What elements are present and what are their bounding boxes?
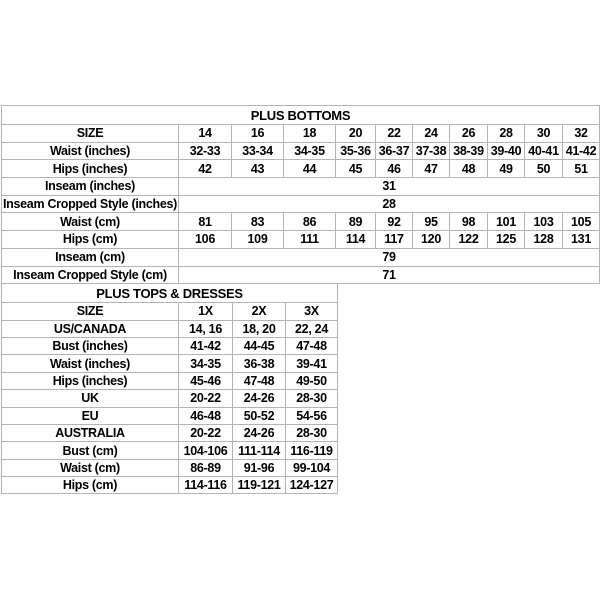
- row-label: Hips (cm): [2, 231, 179, 249]
- value-cell: 83: [232, 213, 284, 231]
- value-cell: 51: [563, 160, 600, 178]
- value-cell: 95: [413, 213, 450, 231]
- value-cell: 18: [284, 125, 336, 143]
- value-cell: 114-116: [179, 477, 233, 494]
- value-cell: 105: [563, 213, 600, 231]
- value-cell: 44: [284, 160, 336, 178]
- value-cell: 35-36: [336, 142, 376, 160]
- value-cell: 111-114: [233, 442, 286, 459]
- value-cell: 122: [450, 231, 488, 249]
- table-row: [2, 424, 338, 441]
- value-cell: 41-42: [563, 142, 600, 160]
- value-cell: 101: [488, 213, 525, 231]
- plus-bottoms-table: [1, 105, 600, 284]
- table-row: [2, 195, 600, 213]
- value-cell: 34-35: [179, 355, 233, 372]
- value-cell: 54-56: [286, 407, 338, 424]
- table-row: [2, 266, 600, 284]
- table-row: [2, 160, 600, 178]
- value-cell: 43: [232, 160, 284, 178]
- value-cell: 42: [179, 160, 232, 178]
- row-label: Hips (cm): [2, 477, 179, 494]
- table-title-row: [2, 106, 600, 125]
- value-cell: 40-41: [525, 142, 563, 160]
- value-cell: 46: [376, 160, 413, 178]
- value-cell: 125: [488, 231, 525, 249]
- value-cell: 36-37: [376, 142, 413, 160]
- value-cell: 120: [413, 231, 450, 249]
- table-row: [2, 337, 338, 354]
- row-label: EU: [2, 407, 179, 424]
- value-cell: 39-41: [286, 355, 338, 372]
- value-cell: 86: [284, 213, 336, 231]
- value-cell: 109: [232, 231, 284, 249]
- value-cell: 124-127: [286, 477, 338, 494]
- value-cell: 24-26: [233, 390, 286, 407]
- value-cell: 22: [376, 125, 413, 143]
- value-cell: 36-38: [233, 355, 286, 372]
- table-row: [2, 320, 338, 337]
- row-label: AUSTRALIA: [2, 424, 179, 441]
- value-cell: 111: [284, 231, 336, 249]
- value-cell: 49-50: [286, 372, 338, 389]
- table-row: [2, 459, 338, 476]
- value-cell: 104-106: [179, 442, 233, 459]
- value-cell: 26: [450, 125, 488, 143]
- merged-value-cell: 79: [179, 248, 600, 266]
- value-cell: 16: [232, 125, 284, 143]
- value-cell: 91-96: [233, 459, 286, 476]
- row-label: Inseam (inches): [2, 178, 179, 196]
- row-label: SIZE: [2, 303, 179, 320]
- table-row: [2, 178, 600, 196]
- row-label: Waist (cm): [2, 213, 179, 231]
- value-cell: 49: [488, 160, 525, 178]
- value-cell: 50-52: [233, 407, 286, 424]
- row-label: Inseam Cropped Style (cm): [2, 266, 179, 284]
- value-cell: 34-35: [284, 142, 336, 160]
- value-cell: 114: [336, 231, 376, 249]
- table-row: [2, 442, 338, 459]
- value-cell: 14, 16: [179, 320, 233, 337]
- value-cell: 46-48: [179, 407, 233, 424]
- table-row: [2, 142, 600, 160]
- value-cell: 22, 24: [286, 320, 338, 337]
- value-cell: 47: [413, 160, 450, 178]
- row-label: SIZE: [2, 125, 179, 143]
- value-cell: 47-48: [233, 372, 286, 389]
- plus-bottoms-title: PLUS BOTTOMS: [2, 106, 600, 125]
- value-cell: 37-38: [413, 142, 450, 160]
- row-label: Bust (inches): [2, 337, 179, 354]
- row-label: Inseam (cm): [2, 248, 179, 266]
- value-cell: 24: [413, 125, 450, 143]
- value-cell: 86-89: [179, 459, 233, 476]
- table-title-row: [2, 284, 338, 303]
- row-label: Waist (cm): [2, 459, 179, 476]
- row-label: US/CANADA: [2, 320, 179, 337]
- table-row: [2, 125, 600, 143]
- value-cell: 48: [450, 160, 488, 178]
- value-cell: 38-39: [450, 142, 488, 160]
- value-cell: 18, 20: [233, 320, 286, 337]
- value-cell: 99-104: [286, 459, 338, 476]
- row-label: Hips (inches): [2, 160, 179, 178]
- value-cell: 14: [179, 125, 232, 143]
- value-cell: 20-22: [179, 390, 233, 407]
- value-cell: 39-40: [488, 142, 525, 160]
- value-cell: 89: [336, 213, 376, 231]
- value-cell: 41-42: [179, 337, 233, 354]
- value-cell: 131: [563, 231, 600, 249]
- value-cell: 98: [450, 213, 488, 231]
- table-row: [2, 231, 600, 249]
- row-label: Bust (cm): [2, 442, 179, 459]
- table-row: [2, 355, 338, 372]
- value-cell: 1X: [179, 303, 233, 320]
- value-cell: 2X: [233, 303, 286, 320]
- plus-tops-dresses-table: [1, 283, 338, 494]
- row-label: Hips (inches): [2, 372, 179, 389]
- table-row: [2, 213, 600, 231]
- value-cell: 20: [336, 125, 376, 143]
- value-cell: 50: [525, 160, 563, 178]
- value-cell: 20-22: [179, 424, 233, 441]
- merged-value-cell: 28: [179, 195, 600, 213]
- table-row: [2, 248, 600, 266]
- value-cell: 32-33: [179, 142, 232, 160]
- value-cell: 92: [376, 213, 413, 231]
- value-cell: 24-26: [233, 424, 286, 441]
- row-label: Inseam Cropped Style (inches): [3, 197, 177, 212]
- value-cell: 44-45: [233, 337, 286, 354]
- value-cell: 81: [179, 213, 232, 231]
- value-cell: 47-48: [286, 337, 338, 354]
- table-row: [2, 372, 338, 389]
- value-cell: 28: [488, 125, 525, 143]
- value-cell: 32: [563, 125, 600, 143]
- value-cell: 45-46: [179, 372, 233, 389]
- row-label: UK: [2, 390, 179, 407]
- plus-tops-dresses-title: PLUS TOPS & DRESSES: [2, 284, 338, 303]
- row-label: Waist (inches): [2, 355, 179, 372]
- table-row: [2, 303, 338, 320]
- value-cell: 30: [525, 125, 563, 143]
- value-cell: 33-34: [232, 142, 284, 160]
- row-label: Waist (inches): [2, 142, 179, 160]
- table-row: [2, 477, 338, 494]
- value-cell: 28-30: [286, 424, 338, 441]
- value-cell: 3X: [286, 303, 338, 320]
- table-row: [2, 407, 338, 424]
- value-cell: 45: [336, 160, 376, 178]
- merged-value-cell: 31: [179, 178, 600, 196]
- value-cell: 117: [376, 231, 413, 249]
- value-cell: 106: [179, 231, 232, 249]
- value-cell: 116-119: [286, 442, 338, 459]
- table-row: [2, 390, 338, 407]
- size-chart: [1, 105, 600, 494]
- value-cell: 128: [525, 231, 563, 249]
- merged-value-cell: 71: [179, 266, 600, 284]
- value-cell: 28-30: [286, 390, 338, 407]
- value-cell: 119-121: [233, 477, 286, 494]
- value-cell: 103: [525, 213, 563, 231]
